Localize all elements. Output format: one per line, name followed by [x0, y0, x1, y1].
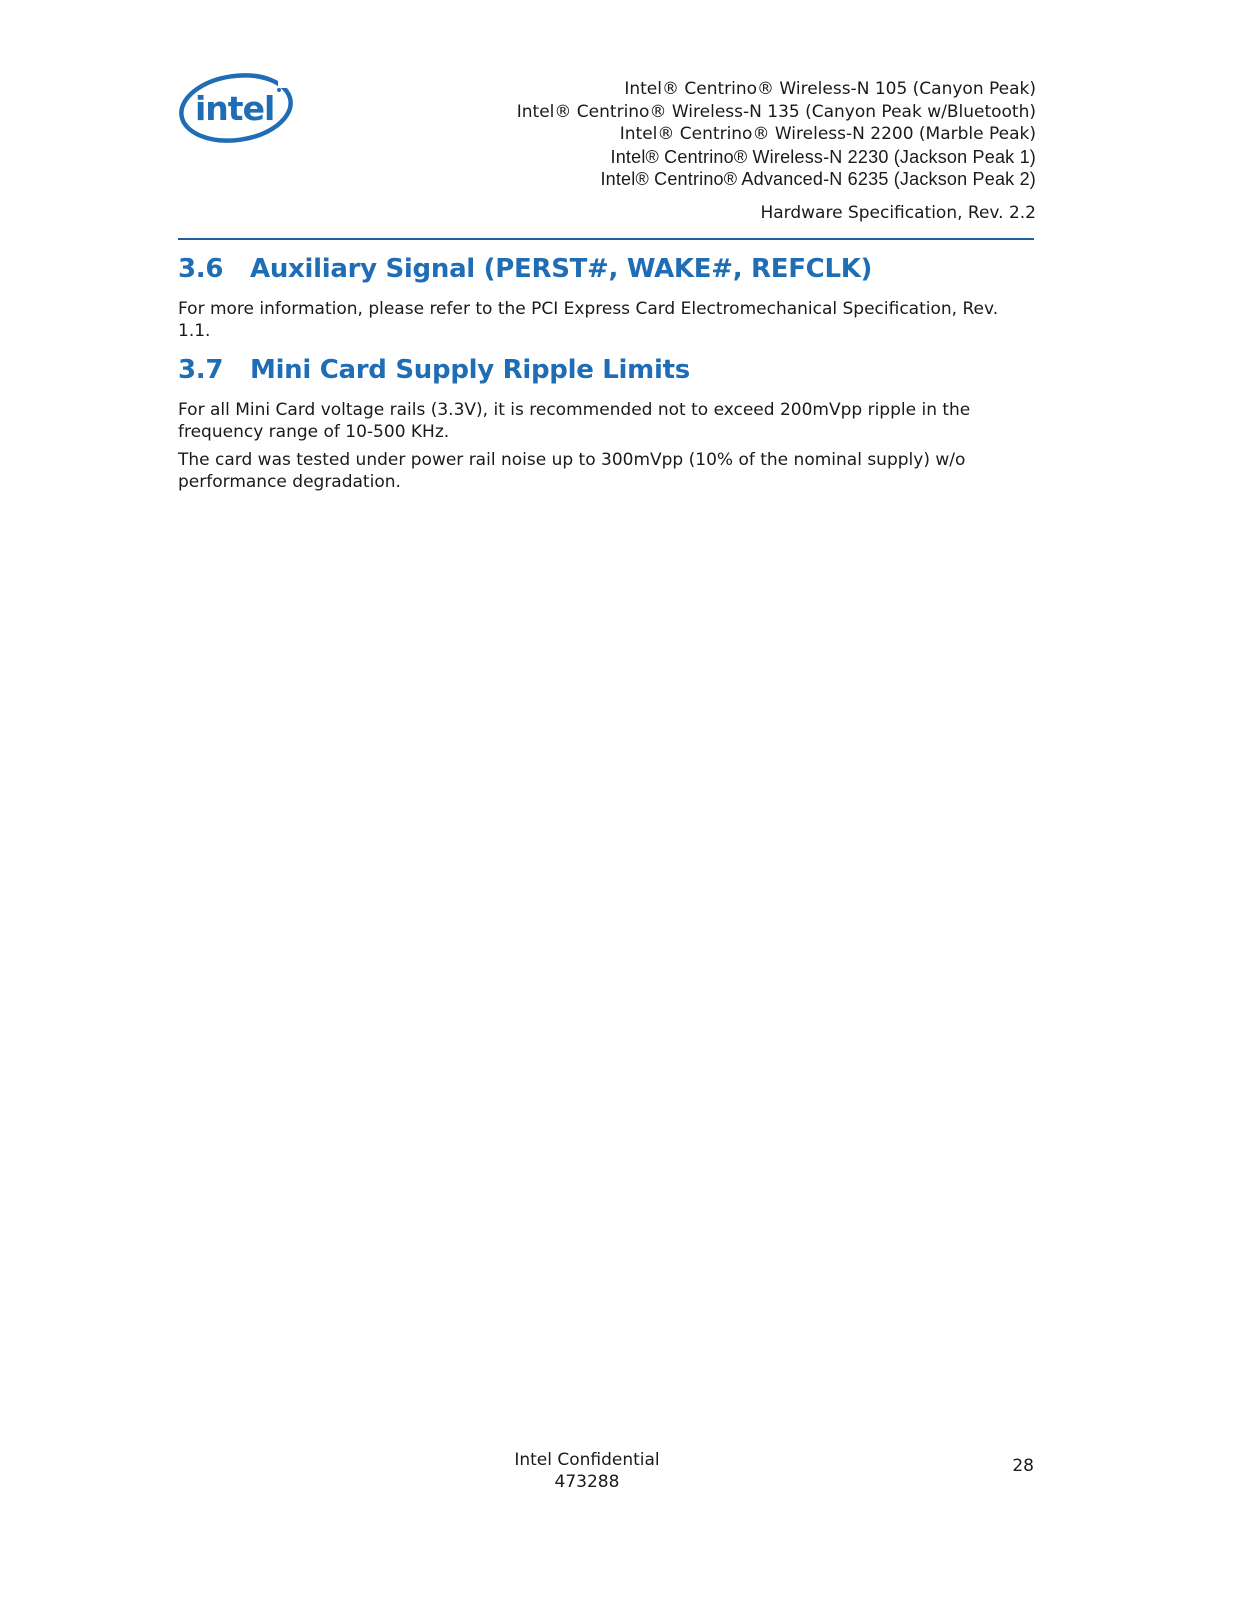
footer-confidential: Intel Confidential — [514, 1450, 660, 1470]
intel-logo-icon — [178, 68, 296, 148]
section-heading — [178, 355, 1034, 385]
section-paragraph: For more information, please refer to the PCI Express Card Electromechanical Specification, Rev. 1.1. — [178, 299, 999, 341]
section-number: 3.7 — [178, 355, 224, 385]
section-heading — [178, 254, 1034, 284]
section-title: Mini Card Supply Ripple Limits — [250, 355, 690, 385]
section-title: Auxiliary Signal (PERST#, WAKE#, REFCLK) — [250, 254, 873, 284]
footer-doc-number: 473288 — [554, 1472, 620, 1492]
header-product-line: Intel® Centrino® Wireless-N 2200 (Marble Peak) — [619, 124, 1036, 144]
logo-text: intel — [195, 89, 275, 128]
header-product-line: Intel® Centrino® Wireless-N 105 (Canyon Peak) — [624, 79, 1036, 99]
header-product-line: Intel® Centrino® Wireless-N 2230 (Jackson Peak 1) — [610, 146, 1036, 167]
section-paragraph: The card was tested under power rail noise up to 300mVpp (10% of the nominal supply) w/o performance degradation. — [178, 450, 966, 492]
header-product-line: Intel® Centrino® Wireless-N 135 (Canyon Peak w/Bluetooth) — [516, 101, 1036, 122]
document-body — [178, 254, 1034, 493]
document-revision: Hardware Specification, Rev. 2.2 — [760, 203, 1036, 223]
section-paragraph: For all Mini Card voltage rails (3.3V), it is recommended not to exceed 200mVpp ripple in the frequency range of 10-500 KHz. — [178, 400, 971, 442]
header-product-line: Intel® Centrino® Advanced-N 6235 (Jackson Peak 2) — [600, 169, 1036, 189]
header-divider — [178, 238, 1034, 240]
section-number: 3.6 — [178, 254, 224, 284]
page-number: 28 — [1012, 1456, 1034, 1476]
header-product-list — [517, 78, 1036, 191]
footer — [460, 1449, 714, 1493]
